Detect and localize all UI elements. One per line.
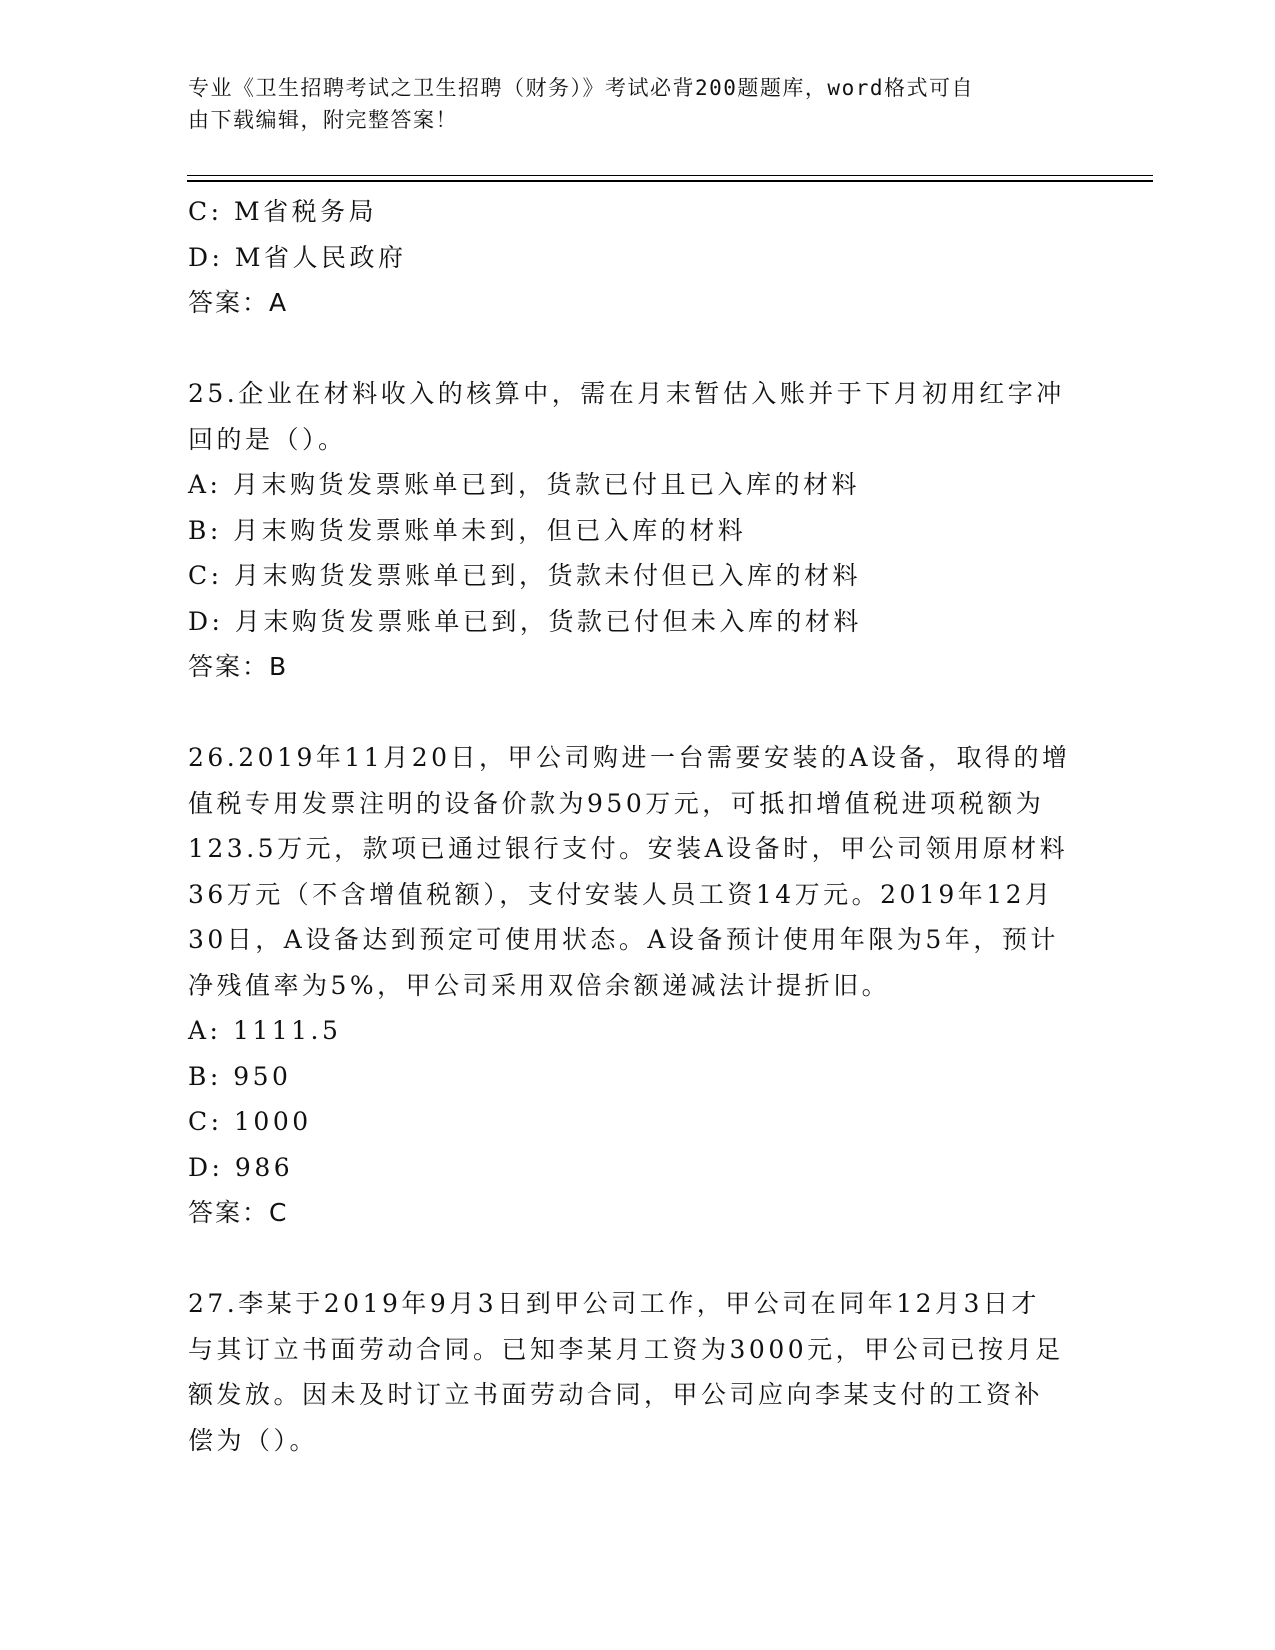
option-d: D: M省人民政府 xyxy=(188,242,407,272)
option-a: A: 1111.5 xyxy=(188,1016,342,1045)
question-26 xyxy=(188,735,1088,1236)
answer-line: 答案：B xyxy=(188,652,289,681)
question-stem-line: 与其订立书面劳动合同。已知李某月工资为3000元，甲公司已按月足 xyxy=(188,1334,1064,1364)
question-25 xyxy=(188,371,1088,690)
question-stem-line: 值税专用发票注明的设备价款为950万元，可抵扣增值税进项税额为 xyxy=(188,788,1045,818)
question-stem-line: 25.企业在材料收入的核算中，需在月末暂估入账并于下月初用红字冲 xyxy=(188,379,1065,408)
question-stem-line: 30日，A设备达到预定可使用状态。A设备预计使用年限为5年，预计 xyxy=(188,925,1059,954)
option-c: C: 月末购货发票账单已到，货款未付但已入库的材料 xyxy=(188,561,862,590)
option-b: B: 月末购货发票账单未到，但已入库的材料 xyxy=(188,515,747,545)
header-line-1: 专业《卫生招聘考试之卫生招聘（财务）》考试必背200题题库，word格式可自 xyxy=(188,76,974,100)
option-c: C: M省税务局 xyxy=(188,197,378,226)
question-stem-line: 26.2019年11月20日，甲公司购进一台需要安装的A设备，取得的增 xyxy=(188,743,1071,772)
question-stem-line: 偿为（）。 xyxy=(188,1425,319,1455)
question-stem-line: 36万元（不含增值税额），支付安装人员工资14万元。2019年12月 xyxy=(188,879,1054,909)
header-divider-thick xyxy=(187,180,1153,182)
header-line-2: 由下载编辑，附完整答案！ xyxy=(188,108,458,132)
option-b: B: 950 xyxy=(188,1061,292,1091)
option-d: D: 986 xyxy=(188,1152,294,1182)
option-a: A: 月末购货发票账单已到，货款已付且已入库的材料 xyxy=(188,470,860,499)
question-stem-line: 净残值率为5%，甲公司采用双倍余额递减法计提折旧。 xyxy=(188,970,891,1000)
question-27 xyxy=(188,1281,1088,1463)
question-stem-line: 额发放。因未及时订立书面劳动合同，甲公司应向李某支付的工资补 xyxy=(188,1380,1044,1409)
header-divider-thin xyxy=(187,175,1153,176)
answer-line: 答案：C xyxy=(188,1198,289,1227)
option-c: C: 1000 xyxy=(188,1107,312,1136)
question-stem-line: 123.5万元，款项已通过银行支付。安装A设备时，甲公司领用原材料 xyxy=(188,834,1069,863)
document-body xyxy=(188,189,1088,1463)
prev-question xyxy=(188,189,1088,326)
question-stem-line: 27.李某于2019年9月3日到甲公司工作，甲公司在同年12月3日才 xyxy=(188,1289,1040,1318)
answer-line: 答案：A xyxy=(188,288,289,317)
option-d: D: 月末购货发票账单已到，货款已付但未入库的材料 xyxy=(188,606,862,636)
page-header xyxy=(188,72,1068,136)
question-stem-line: 回的是（）。 xyxy=(188,424,347,454)
